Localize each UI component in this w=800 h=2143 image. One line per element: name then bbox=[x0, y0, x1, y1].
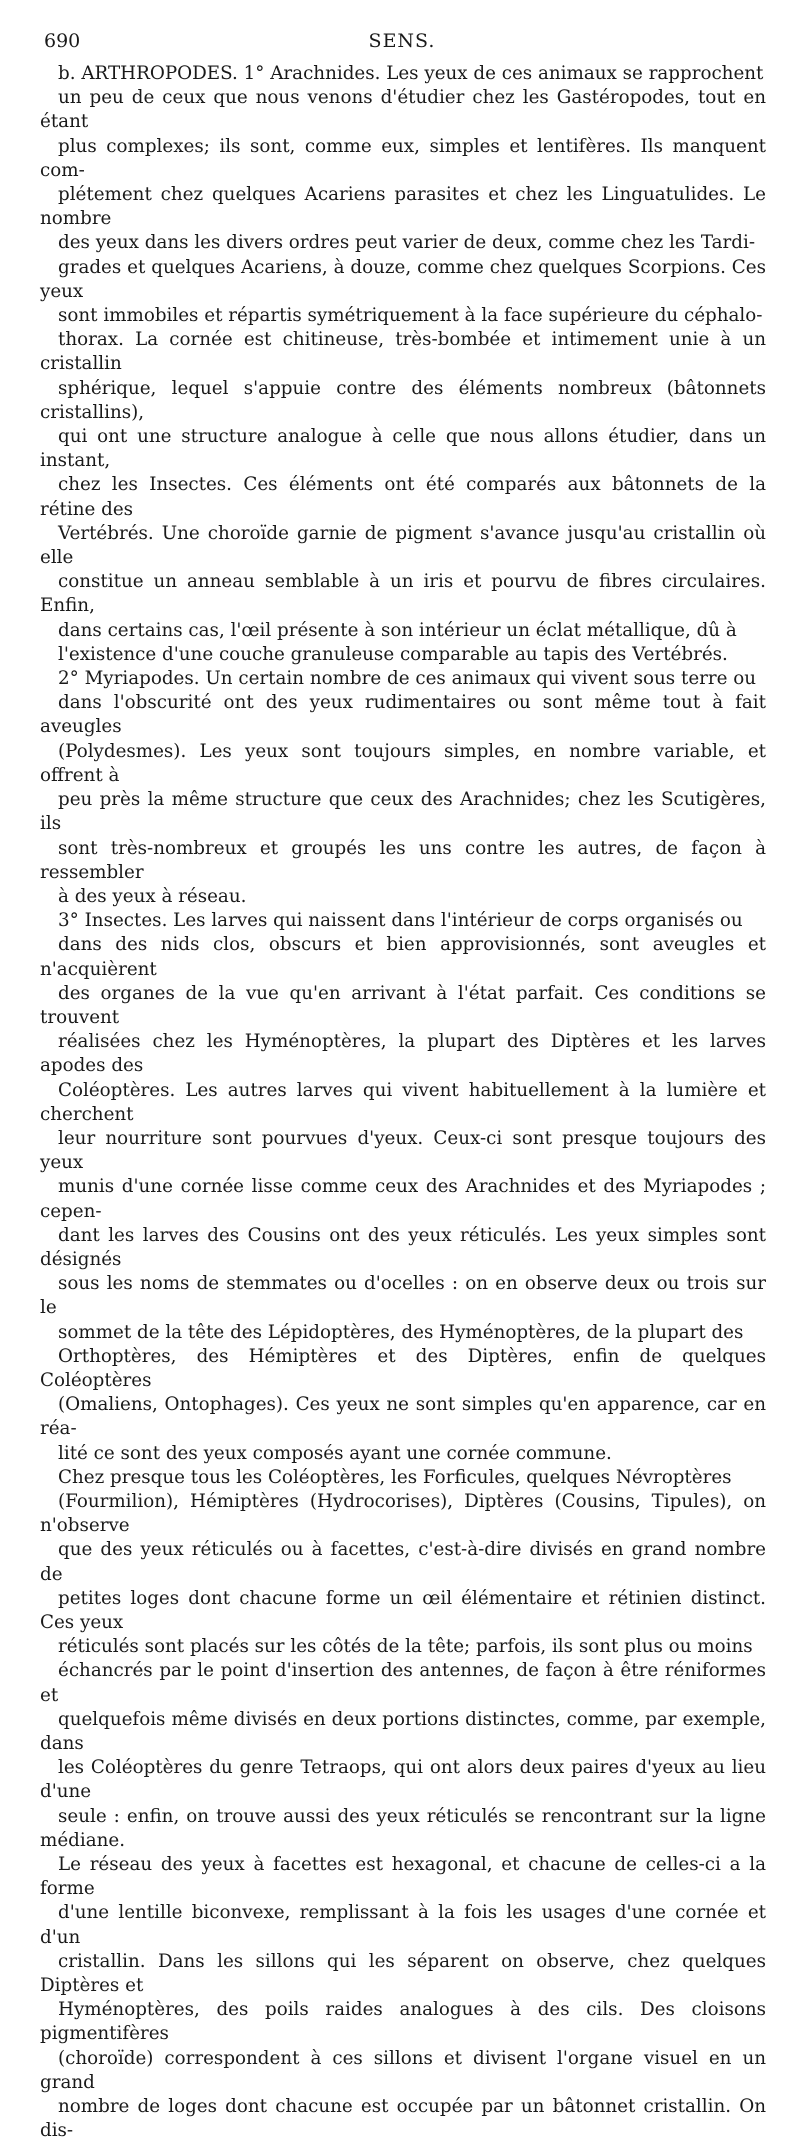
running-title: SENS. bbox=[368, 30, 436, 52]
paragraph-arachnides bbox=[40, 62, 766, 667]
text-line: des yeux dans les divers ordres peut varier de deux, comme chez les Tardi- bbox=[58, 232, 756, 254]
paragraph-myriapodes bbox=[40, 667, 766, 909]
text-line: sous les noms de stemmates ou d'ocelles : on en observe deux ou trois sur le bbox=[40, 1273, 766, 1319]
text-line: 2° Myriapodes. Un certain nombre de ces animaux qui vivent sous terre ou bbox=[58, 668, 757, 690]
text-line: chez les Insectes. Ces éléments ont été comparés aux bâtonnets de la rétine des bbox=[40, 474, 766, 520]
text-line: plétement chez quelques Acariens parasites et chez les Linguatulides. Le nombre bbox=[40, 184, 766, 230]
text-line: d'une lentille biconvexe, remplissant à la fois les usages d'une cornée et d'un bbox=[40, 1902, 766, 1948]
text-line: Chez presque tous les Coléoptères, les Forficules, quelques Névroptères bbox=[58, 1466, 732, 1488]
text-line: seule : enfin, on trouve aussi des yeux réticulés se rencontrant sur la ligne médiane. bbox=[40, 1805, 766, 1851]
text-line: sont très-nombreux et groupés les uns contre les autres, de façon à ressembler bbox=[40, 837, 766, 883]
text-line: l'existence d'une couche granuleuse comparable au tapis des Vertébrés. bbox=[58, 643, 728, 665]
page-header bbox=[44, 30, 760, 56]
text-line: que des yeux réticulés ou à facettes, c'est-à-dire divisés en grand nombre de bbox=[40, 1539, 766, 1585]
text-line: qui ont une structure analogue à celle que nous allons étudier, dans un instant, bbox=[40, 426, 766, 472]
text-line: b. ARTHROPODES. 1° Arachnides. Les yeux de ces animaux se rapprochent bbox=[58, 63, 764, 84]
text-line: dans des nids clos, obscurs et bien approvisionnés, sont aveugles et n'acquièrent bbox=[40, 934, 766, 980]
text-line: thorax. La cornée est chitineuse, très-bombée et intimement unie à un cristallin bbox=[40, 329, 766, 375]
text-line: nombre de loges dont chacune est occupée par un bâtonnet cristallin. On dis- bbox=[40, 2096, 766, 2142]
text-line: échancrés par le point d'insertion des antennes, de façon à être réniformes et bbox=[40, 1660, 766, 1706]
paragraph-insectes bbox=[40, 909, 766, 1466]
text-line: leur nourriture sont pourvues d'yeux. Ceux-ci sont presque toujours des yeux bbox=[40, 1127, 766, 1174]
text-line: lité ce sont des yeux composés ayant une cornée commune. bbox=[58, 1442, 612, 1464]
text-line: grades et quelques Acariens, à douze, comme chez quelques Scorpions. Ces yeux bbox=[40, 256, 766, 302]
text-line: quelquefois même divisés en deux portions distinctes, comme, par exemple, dans bbox=[40, 1708, 766, 1755]
text-line: réticulés sont placés sur les côtés de la tête; parfois, ils sont plus ou moins bbox=[58, 1636, 753, 1658]
text-line: sommet de la tête des Lépidoptères, des Hyménoptères, de la plupart des bbox=[58, 1321, 744, 1343]
text-line: sont immobiles et répartis symétriquement à la face supérieure du céphalo- bbox=[58, 305, 763, 327]
text-line: 3° Insectes. Les larves qui naissent dans l'intérieur de corps organisés ou bbox=[58, 910, 743, 932]
text-line: petites loges dont chacune forme un œil élémentaire et rétinien distinct. Ces yeux bbox=[40, 1587, 766, 1633]
text-line: Le réseau des yeux à facettes est hexagonal, et chacune de celles-ci a la forme bbox=[40, 1854, 766, 1900]
text-line: Hyménoptères, des poils raides analogues à des cils. Des cloisons pigmentifères bbox=[40, 1999, 766, 2045]
text-line: un peu de ceux que nous venons d'étudier chez les Gastéropodes, tout en étant bbox=[40, 87, 766, 133]
text-line: des organes de la vue qu'en arrivant à l'état parfait. Ces conditions se trouvent bbox=[40, 982, 766, 1028]
text-line: (choroïde) correspondent à ces sillons et divisent l'organe visuel en un grand bbox=[40, 2047, 766, 2093]
text-line: (Fourmilion), Hémiptères (Hydrocorises), Diptères (Cousins, Tipules), on n'observe bbox=[40, 1490, 766, 1537]
text-line: peu près la même structure que ceux des Arachnides; chez les Scutigères, ils bbox=[40, 789, 766, 835]
text-line: Vertébrés. Une choroïde garnie de pigment s'avance jusqu'au cristallin où elle bbox=[40, 522, 766, 569]
text-line: munis d'une cornée lisse comme ceux des Arachnides et des Myriapodes ; cepen- bbox=[40, 1176, 766, 1222]
page-number: 690 bbox=[44, 30, 81, 52]
text-line: dans l'obscurité ont des yeux rudimentaires ou sont même tout à fait aveugles bbox=[40, 692, 766, 738]
text-line: dant les larves des Cousins ont des yeux réticulés. Les yeux simples sont désignés bbox=[40, 1224, 766, 1270]
text-line: (Polydesmes). Les yeux sont toujours simples, en nombre variable, et offrent à bbox=[40, 740, 766, 786]
paragraph-yeux-reticules bbox=[40, 1466, 766, 1853]
text-line: (Omaliens, Ontophages). Ces yeux ne sont simples qu'en apparence, car en réa- bbox=[40, 1394, 766, 1440]
text-line: cristallin. Dans les sillons qui les séparent on observe, chez quelques Diptères et bbox=[40, 1950, 766, 1997]
text-line: sphérique, lequel s'appuie contre des éléments nombreux (bâtonnets cristallins), bbox=[40, 377, 766, 423]
text-line: plus complexes; ils sont, comme eux, simples et lentifères. Ils manquent com- bbox=[40, 135, 766, 181]
text-line: à des yeux à réseau. bbox=[58, 885, 247, 907]
body-text bbox=[40, 62, 766, 2143]
text-line: les Coléoptères du genre Tetraops, qui ont alors deux paires d'yeux au lieu d'une bbox=[40, 1757, 766, 1803]
text-line: dans certains cas, l'œil présente à son intérieur un éclat métallique, dû à bbox=[58, 619, 737, 641]
text-line: constitue un anneau semblable à un iris et pourvu de fibres circulaires. Enfin, bbox=[40, 571, 766, 617]
text-line: réalisées chez les Hyménoptères, la plupart des Diptères et les larves apodes des bbox=[40, 1031, 766, 1077]
paragraph-reseau-facettes bbox=[40, 1853, 766, 2143]
text-line: Coléoptères. Les autres larves qui vivent habituellement à la lumière et cherchent bbox=[40, 1079, 766, 1125]
text-line: Orthoptères, des Hémiptères et des Diptères, enfin de quelques Coléoptères bbox=[40, 1345, 766, 1391]
